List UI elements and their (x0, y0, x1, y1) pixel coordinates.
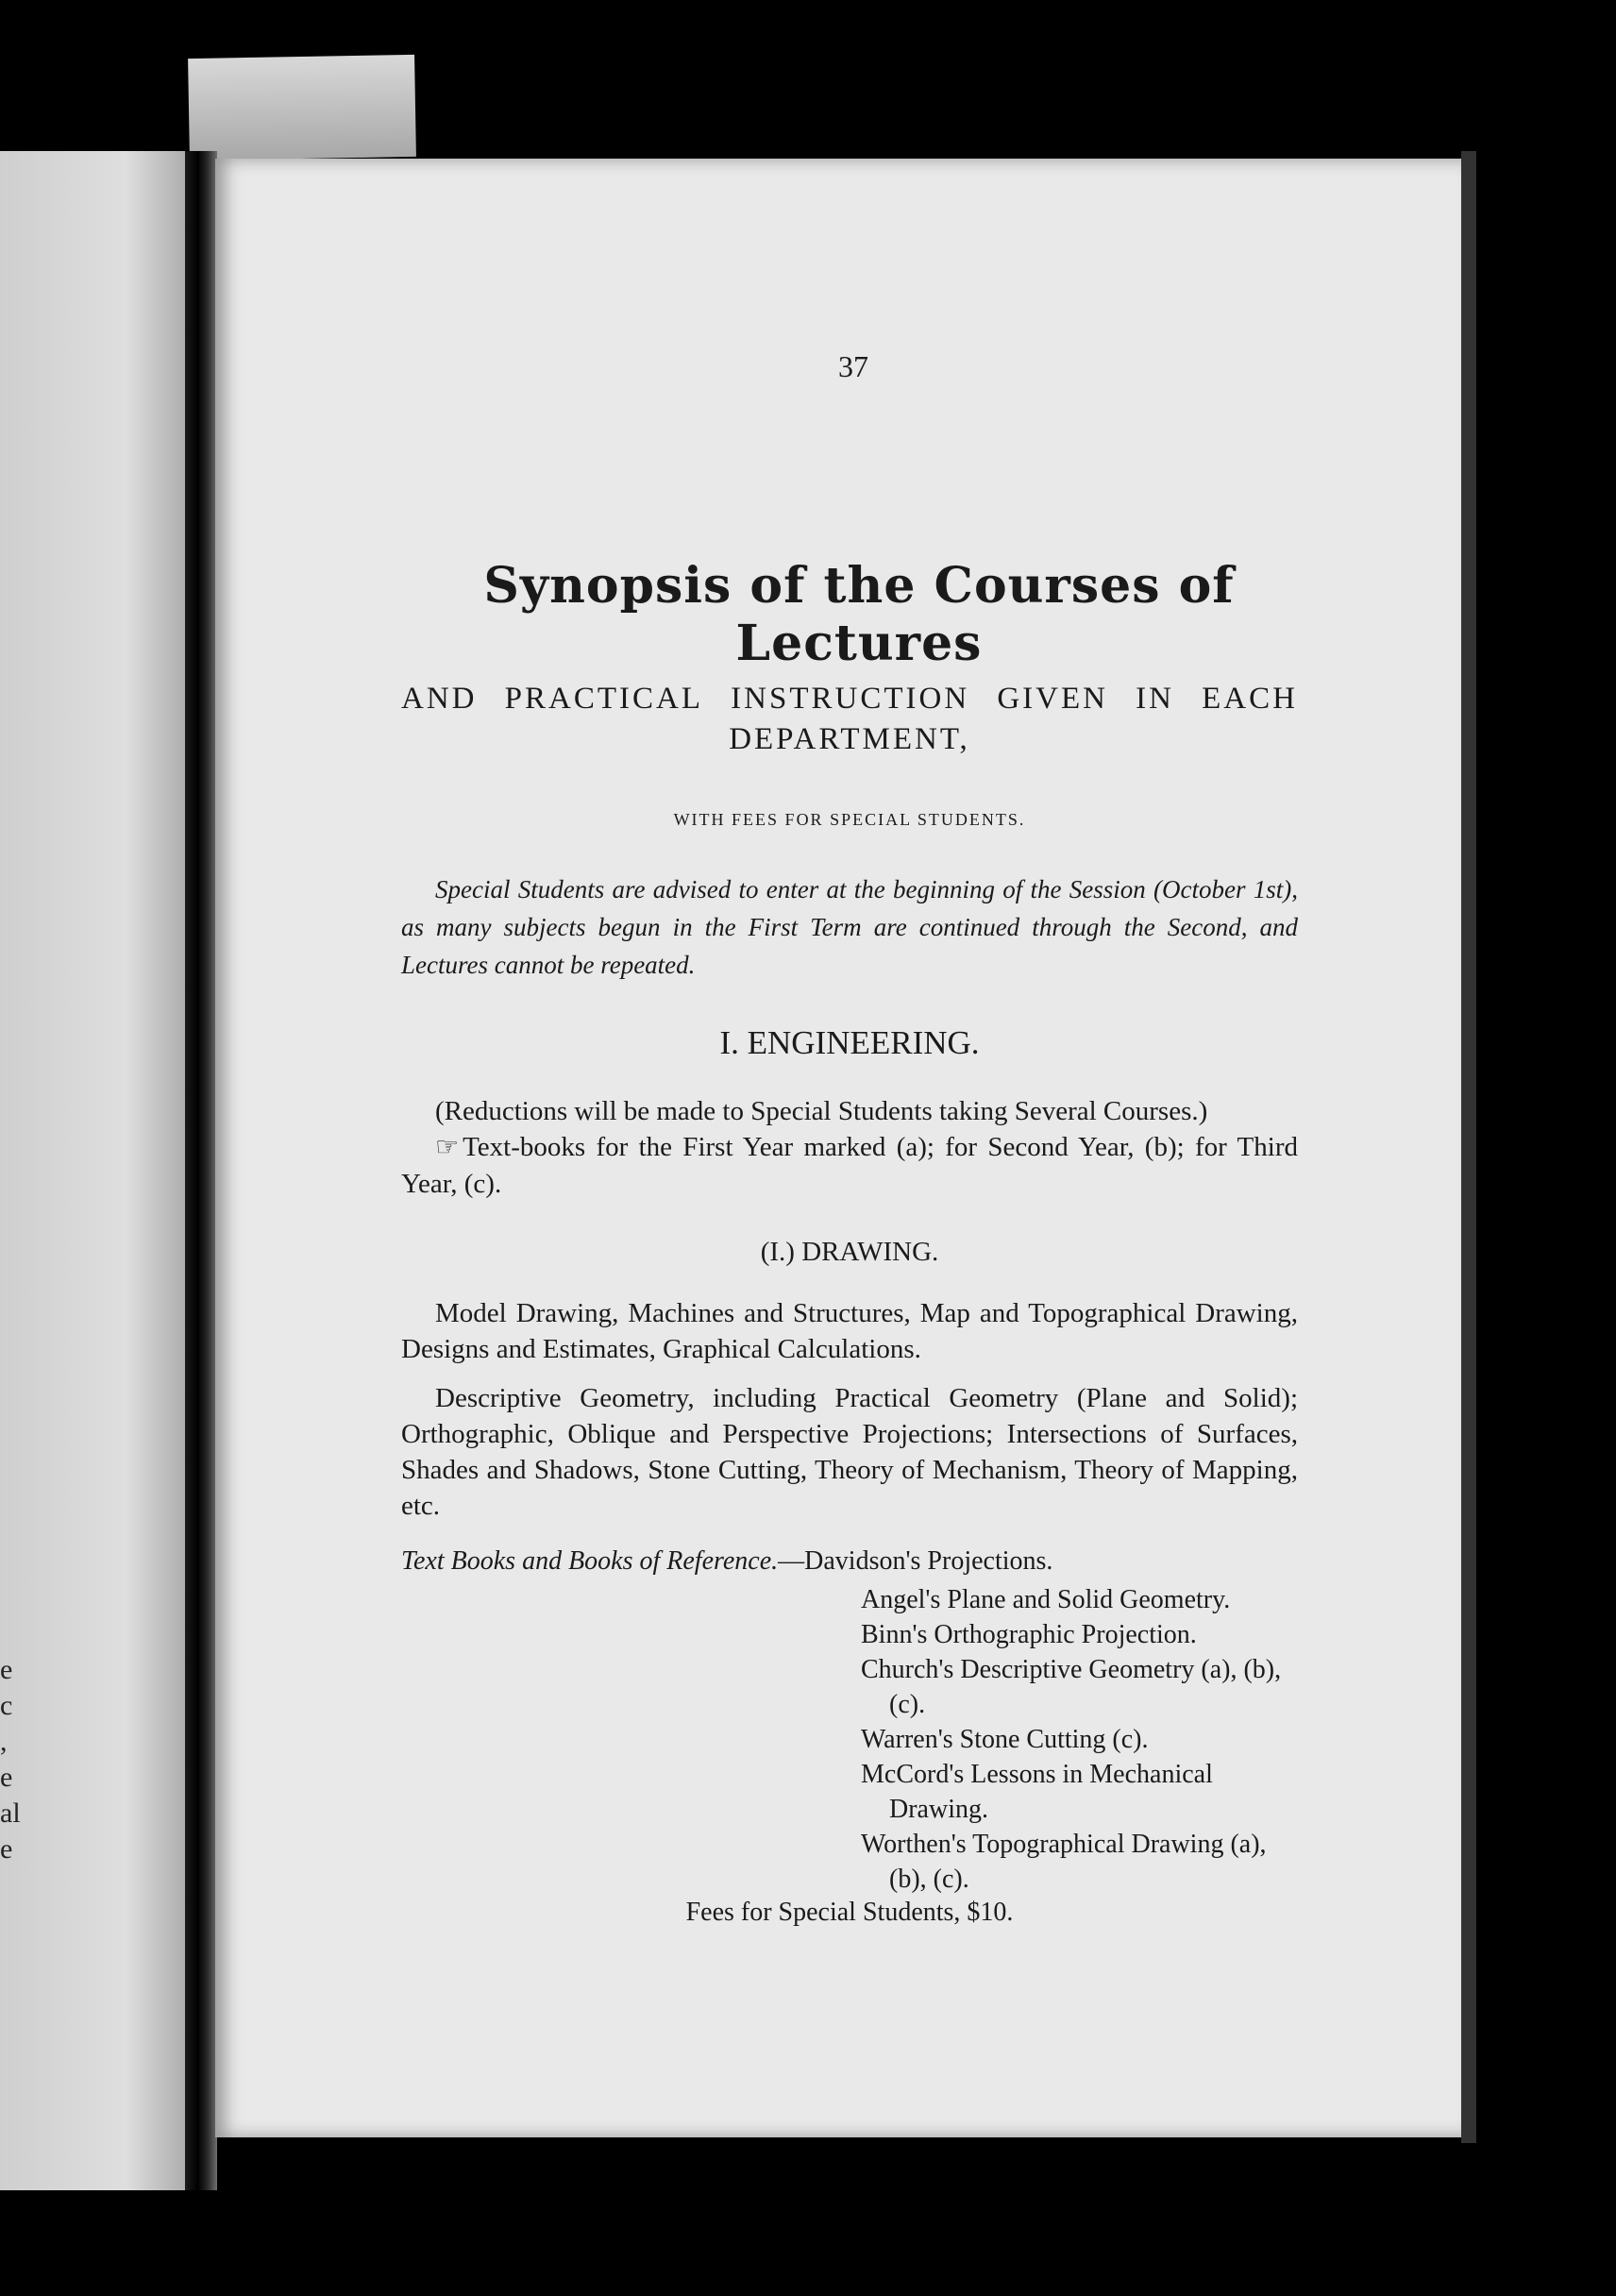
advice-paragraph: Special Students are advised to enter at the beginning of the Session (October 1st), as many subjects begun in the First Term are continued through the Second, and Lectures cannot be repeated. (401, 875, 1298, 979)
reference-item: Worthen's Topographical Drawing (a), (b), (c). (861, 1830, 1267, 1894)
drawing-heading: (I.) DRAWING. (760, 1237, 939, 1267)
subtitle (401, 682, 1298, 757)
reference-item: —Davidson's Projections. (778, 1546, 1053, 1576)
references-label-text: Text Books and Books of Reference. (401, 1546, 779, 1576)
drawing-paragraph-1: Model Drawing, Machines and Structures, Map and Topographical Drawing, Designs and Estimates, Graphical Calculations. (401, 1298, 1298, 1364)
pointing-hand-icon: ☞ (435, 1133, 460, 1162)
drawing-paragraph-2: Descriptive Geometry, including Practical Geometry (Plane and Solid); Orthographic, Oblique and Perspective Projections; Intersections of Surfaces, Shades and Shadows, Stone Cutting, Theory of Mechanism, Theory of Mapping, etc. (401, 1383, 1298, 1521)
book-spine (185, 151, 217, 2190)
page-number: 37 (838, 349, 868, 383)
fees-note: WITH FEES FOR SPECIAL STUDENTS. (673, 810, 1026, 829)
page-tab (188, 55, 416, 160)
page-edge (1461, 151, 1476, 2143)
references-list (861, 1582, 1295, 1897)
fees-total: Fees for Special Students, $10. (685, 1898, 1014, 1927)
subtitle-word: INSTRUCTION (731, 682, 970, 716)
reductions-block (401, 1093, 1298, 1202)
margin-fragment: c (0, 1690, 13, 1721)
reference-item: Angel's Plane and Solid Geometry. (861, 1585, 1231, 1614)
margin-fragment: al (0, 1798, 21, 1829)
reference-item: Binn's Orthographic Projection. (861, 1620, 1197, 1649)
page-title: Synopsis of the Courses of Lectures (483, 557, 1235, 672)
subtitle-line2: DEPARTMENT, (729, 722, 970, 756)
section-heading: I. ENGINEERING. (719, 1024, 980, 1061)
reference-item: Warren's Stone Cutting (c). (861, 1725, 1149, 1754)
margin-fragment: e (0, 1654, 13, 1685)
reference-item: McCord's Lessons in Mechanical Drawing. (861, 1760, 1213, 1824)
margin-fragment: , (0, 1726, 8, 1757)
subtitle-word: GIVEN (997, 682, 1108, 716)
references-label (401, 1546, 1052, 1577)
textbooks-note-text: Text-books for the First Year marked (a); for Second Year, (b); for Third Year, (c). (401, 1132, 1298, 1199)
subtitle-word: IN (1136, 682, 1174, 716)
subtitle-word: PRACTICAL (504, 682, 704, 716)
subtitle-word: EACH (1202, 682, 1298, 716)
left-page (0, 151, 210, 2190)
reductions-note: (Reductions will be made to Special Students taking Several Courses.) (435, 1096, 1208, 1126)
reference-item: Church's Descriptive Geometry (a), (b), (c). (861, 1655, 1282, 1719)
left-margin-text (0, 1652, 23, 1867)
textbooks-note (401, 1129, 1298, 1202)
margin-fragment: e (0, 1833, 13, 1865)
subtitle-word: AND (401, 682, 478, 716)
margin-fragment: e (0, 1762, 13, 1793)
